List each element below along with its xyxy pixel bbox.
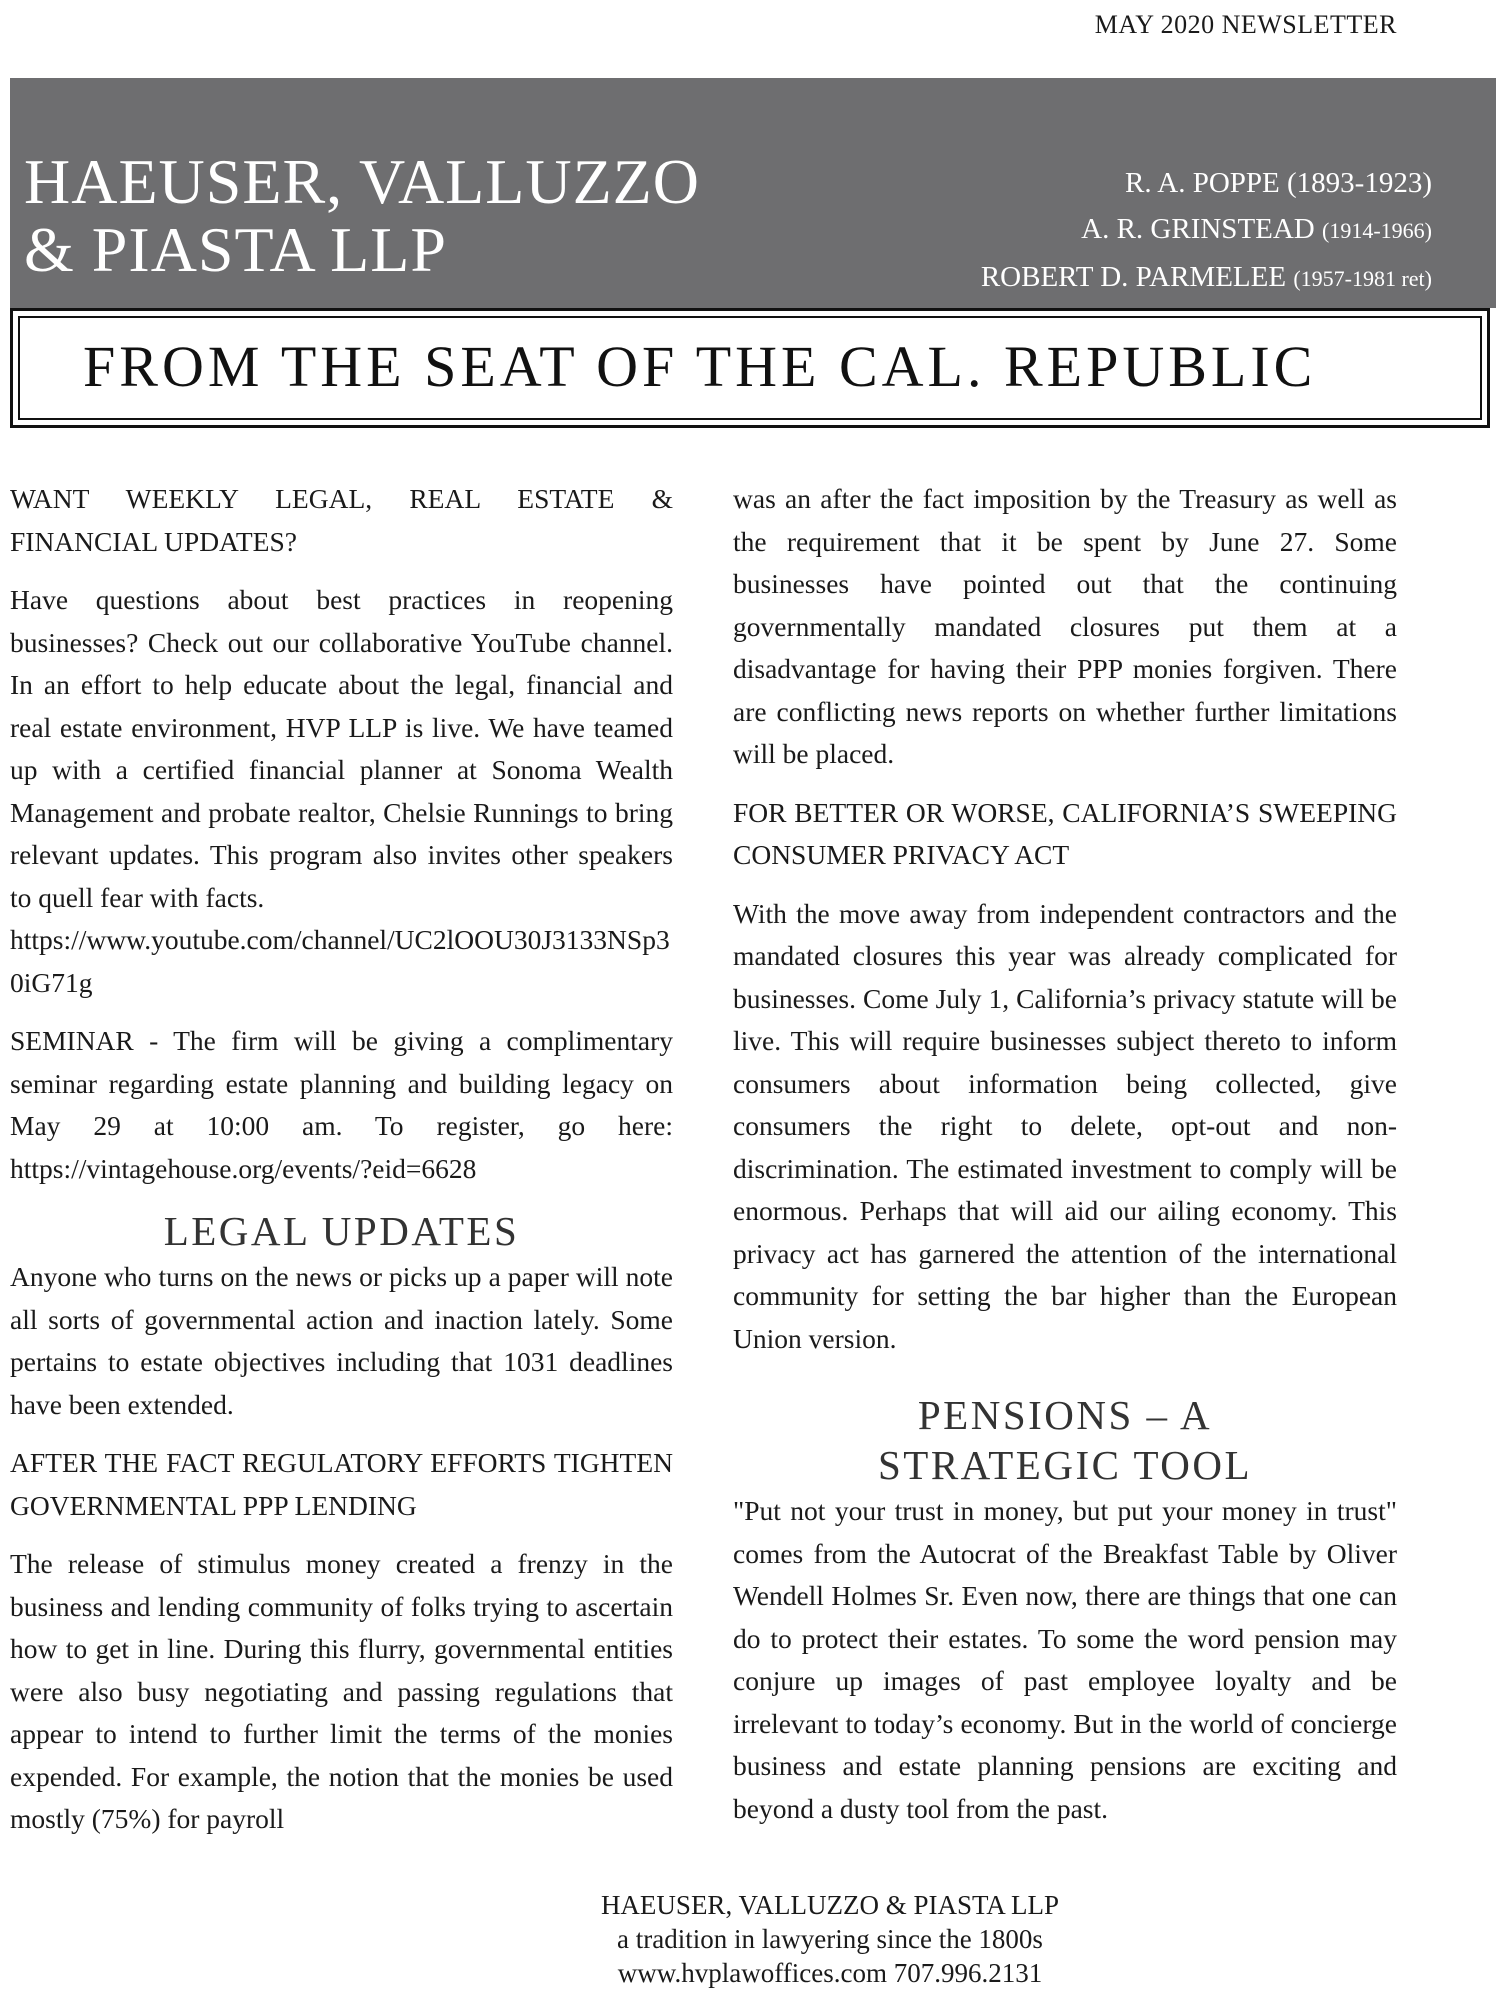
firm-name	[24, 148, 700, 284]
founder-2: A. R. GRINSTEAD (1914-1966)	[1081, 213, 1432, 245]
founders-list	[981, 160, 1432, 302]
legal-updates-heading: LEGAL UPDATES	[163, 1208, 520, 1254]
masthead	[10, 78, 1496, 308]
ppp-continued-paragraph: was an after the fact imposition by the Treasury as well as the requirement that it be spent by June 27. Some businesses have pointed out that the continuing governmentally mandated closures put them at a disadvantage for having their PPP monies forgiven. There are conflicting news reports on whether further limitations will be placed.	[733, 483, 1397, 769]
footer-contact[interactable]: www.hvplawoffices.com 707.996.2131	[617, 1958, 1043, 1988]
firm-name-line2: & PIASTA LLP	[24, 214, 447, 285]
seminar-paragraph: SEMINAR - The firm will be giving a complimentary seminar regarding estate planning and building legacy on May 29 at 10:00 am. To register, go here: https://vintagehouse.org/events/?eid=6628	[10, 1025, 673, 1184]
right-column	[733, 478, 1397, 1846]
left-column	[10, 478, 673, 1857]
weekly-updates-heading: WANT WEEKLY LEGAL, REAL ESTATE & FINANCIAL UPDATES?	[10, 483, 673, 557]
youtube-paragraph: Have questions about best practices in reopening businesses? Check out our collaborative YouTube channel. In an effort to help educate about the legal, financial and real estate environment, HVP LLP is live. We have teamed up with a certified financial planner at Sonoma Wealth Management and probate realtor, Chelsie Runnings to bring relevant updates. This program also invites other speakers to quell fear with facts.	[10, 584, 673, 913]
banner	[10, 308, 1490, 428]
issue-label: MAY 2020 NEWSLETTER	[1094, 10, 1397, 39]
firm-name-line1: HAEUSER, VALLUZZO	[24, 146, 700, 217]
privacy-act-paragraph: With the move away from independent contractors and the mandated closures this year was already complicated for businesses. Come July 1, California’s privacy statute will be live. This will require businesses subject thereto to inform consumers about information being collected, give consumers the right to delete, opt-out and non-discrimination. The estimated investment to comply will be enormous. Perhaps that will aid our ailing economy. This privacy act has garnered the attention of the international community for setting the bar higher than the European Union version.	[733, 897, 1397, 1354]
footer-tagline: a tradition in lawyering since the 1800s	[617, 1924, 1043, 1954]
banner-title: FROM THE SEAT OF THE CAL. REPUBLIC	[83, 334, 1317, 399]
legal-updates-paragraph: Anyone who turns on the news or picks up a paper will note all sorts of governmental action and inaction lately. Some pertains to estate objectives including that 1031 deadlines have been extended.	[10, 1261, 673, 1420]
youtube-link[interactable]: https://www.youtube.com/channel/UC2lOOU30J3133NSp30iG71g	[10, 924, 670, 998]
footer-firm-name: HAEUSER, VALLUZZO & PIASTA LLP	[600, 1890, 1060, 1920]
pensions-paragraph: "Put not your trust in money, but put your money in trust" comes from the Autocrat of the Breakfast Table by Oliver Wendell Holmes Sr. Even now, there are things that one can do to protect their estates. To some the word pension may conjure up images of past employee loyalty and be irrelevant to today’s economy. But in the world of concierge business and estate planning pensions are exciting and beyond a dusty tool from the past.	[733, 1495, 1397, 1824]
ppp-paragraph: The release of stimulus money created a frenzy in the business and lending community of folks trying to ascertain how to get in line. During this flurry, governmental entities were also busy negotiating and passing regulations that appear to intend to further limit the terms of the monies expended. For example, the notion that the monies be used mostly (75%) for payroll	[10, 1548, 673, 1834]
ppp-heading: AFTER THE FACT REGULATORY EFFORTS TIGHTEN GOVERNMENTAL PPP LENDING	[10, 1447, 673, 1521]
pensions-heading: PENSIONS – A STRATEGIC TOOL	[877, 1392, 1253, 1488]
founder-1: R. A. POPPE (1893-1923)	[1125, 167, 1432, 199]
privacy-act-heading: FOR BETTER OR WORSE, CALIFORNIA’S SWEEPING CONSUMER PRIVACY ACT	[733, 796, 1397, 870]
footer	[330, 1888, 1330, 1990]
founder-3: ROBERT D. PARMELEE (1957-1981 ret)	[980, 261, 1432, 293]
